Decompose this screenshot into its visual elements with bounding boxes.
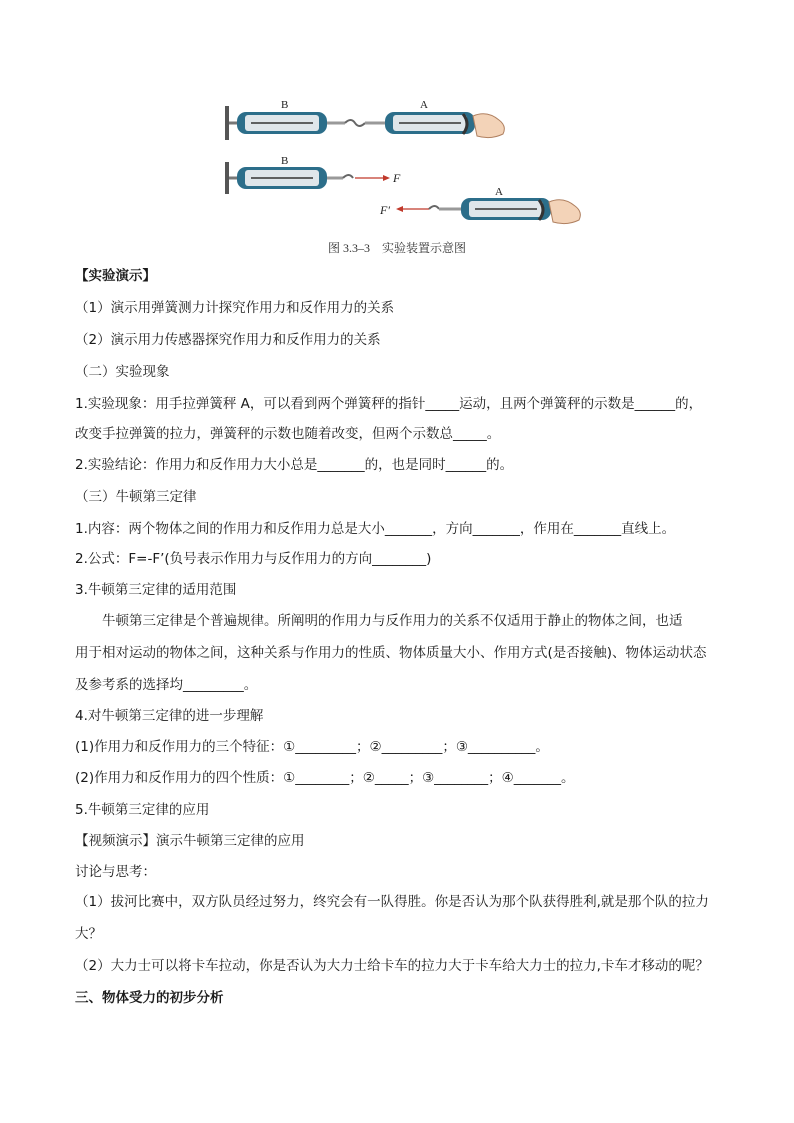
spring-scale-b-top: [237, 112, 345, 134]
conclusion-text: 2.实验结论：作用力和反作用力大小总是_______的，也是同时______的。: [75, 457, 514, 473]
law-formula: 2.公式：F=-F’(负号表示作用力与反作用力的方向________): [75, 551, 432, 567]
label-force-f-prime: F′: [380, 203, 390, 217]
section-heading-force-analysis: 三、物体受力的初步分析: [75, 990, 224, 1006]
spring-scale-a-bottom: [429, 198, 551, 220]
label-a-bottom: A: [495, 186, 503, 198]
demo-item-1: （1）演示用弹簧测力计探究作用力和反作用力的关系: [75, 300, 395, 316]
discussion-q1-line1: （1）拔河比赛中，双方队员经过努力，终究会有一队得胜。你是否认为那个队获得胜利,就是那个队的拉力: [75, 894, 709, 910]
force-f-arrow: [355, 175, 390, 181]
label-b-top: B: [281, 99, 289, 111]
phenomena-text-1: 1.实验现象：用手拉弹簧秤 A，可以看到两个弹簧秤的指针_____运动，且两个弹簧秤的示数是______的，: [75, 396, 703, 412]
wall-bottom: [225, 162, 237, 194]
hook-connector: [345, 120, 365, 126]
spring-scale-b-bottom: [237, 167, 353, 189]
law-scope-text-3: 及参考系的选择均_________。: [75, 677, 258, 693]
label-b-bottom: B: [281, 155, 289, 167]
force-f-prime-arrow: [396, 206, 429, 212]
law-understanding-heading: 4.对牛顿第三定律的进一步理解: [75, 708, 264, 724]
law-content: 1.内容：两个物体之间的作用力和反作用力总是大小_______，方向_______，作用在_______直线上。: [75, 521, 676, 537]
properties-item: (2)作用力和反作用力的四个性质：①________；②_____；③________；④_______。: [75, 770, 575, 786]
discussion-q2: （2）大力士可以将卡车拉动，你是否认为大力士给卡车的拉力大于卡车给大力士的拉力,卡车才移动的呢？: [75, 958, 709, 974]
law-application-heading: 5.牛顿第三定律的应用: [75, 802, 210, 818]
discussion-heading: 讨论与思考：: [75, 864, 156, 880]
section-heading-demo: 【实验演示】: [75, 268, 156, 284]
discussion-q1-line2: 大？: [75, 926, 102, 942]
label-a-top: A: [420, 99, 428, 111]
section-heading-third-law: （三）牛顿第三定律: [75, 489, 197, 505]
phenomena-text-2: 改变手拉弹簧的拉力，弹簧秤的示数也随着改变，但两个示数总_____。: [75, 426, 501, 442]
law-scope-text-1: 牛顿第三定律是个普遍规律。所阐明的作用力与反作用力的关系不仅适用于静止的物体之间，也适: [75, 613, 683, 629]
demo-item-2: （2）演示用力传感器探究作用力和反作用力的关系: [75, 332, 381, 348]
law-scope-heading: 3.牛顿第三定律的适用范围: [75, 582, 237, 598]
figure-caption: 图 3.3–3 实验装置示意图: [327, 241, 466, 255]
section-heading-phenomena: （二）实验现象: [75, 364, 170, 380]
law-scope-text-2: 用于相对运动的物体之间，这种关系与作用力的性质、物体质量大小、作用方式(是否接触)、物体运动状态: [75, 645, 707, 661]
spring-scale-diagram: [215, 96, 595, 236]
label-force-f: F: [393, 171, 401, 185]
wall-top: [225, 106, 237, 140]
features-item: (1)作用力和反作用力的三个特征：①_________；②_________；③__________。: [75, 739, 549, 755]
video-demo: 【视频演示】演示牛顿第三定律的应用: [75, 833, 305, 849]
experiment-figure: [215, 96, 595, 236]
spring-scale-a-top: [365, 112, 475, 134]
